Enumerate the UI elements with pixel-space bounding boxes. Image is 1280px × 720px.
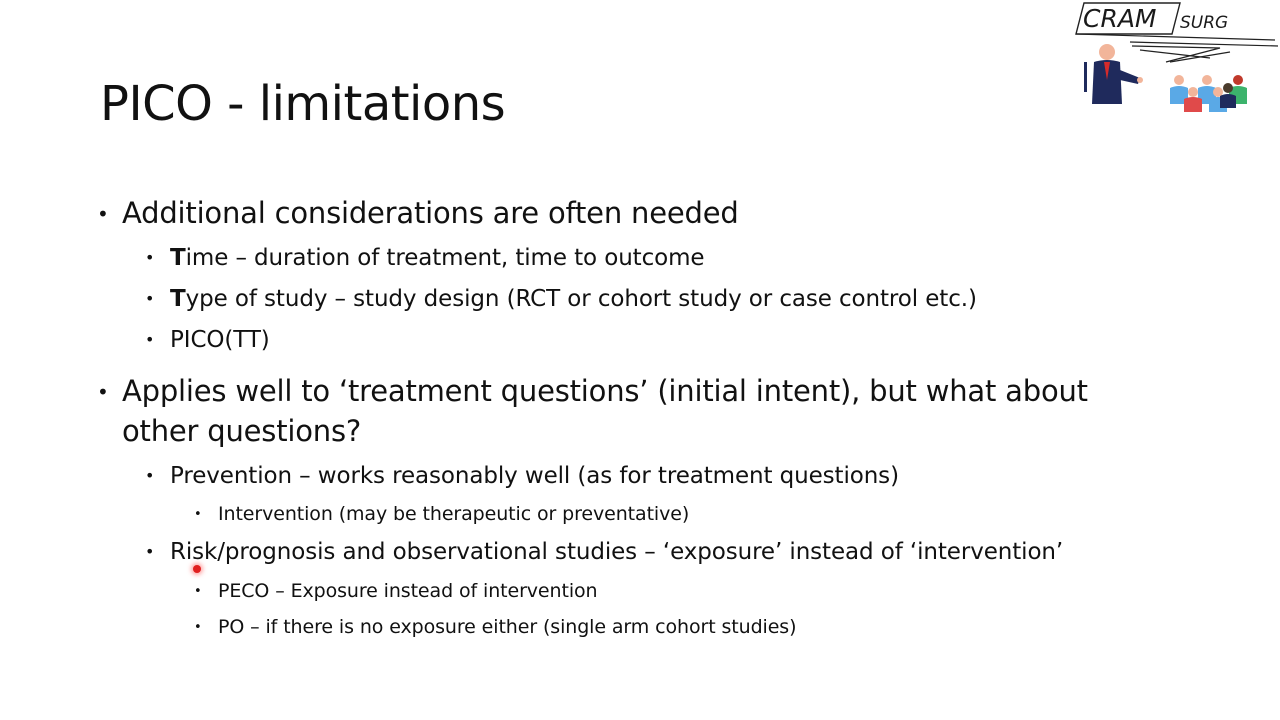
logo-brand-main: CRAM bbox=[1083, 4, 1157, 33]
bullet-marker: • bbox=[194, 507, 202, 522]
bullet-time-initial: T bbox=[170, 245, 186, 271]
bullet-intervention: Intervention (may be therapeutic or preventative) bbox=[218, 503, 690, 525]
bullet-additional-considerations: Additional considerations are often needed bbox=[122, 196, 739, 230]
bullet-marker: • bbox=[145, 466, 155, 485]
bullet-type-initial: T bbox=[170, 286, 186, 312]
bullet-marker: • bbox=[145, 248, 155, 267]
bullet-marker: • bbox=[97, 202, 109, 226]
laser-pointer-dot bbox=[193, 565, 201, 573]
bullet-applies-well-line2: other questions? bbox=[122, 414, 362, 448]
logo-brand-sub: SURG bbox=[1180, 13, 1229, 33]
bullet-marker: • bbox=[145, 542, 155, 561]
bullet-risk-prognosis: Risk/prognosis and observational studies – ‘exposure’ instead of ‘intervention’ bbox=[170, 539, 1064, 565]
bullet-prevention: Prevention – works reasonably well (as for treatment questions) bbox=[170, 463, 899, 489]
bullet-time-text: ime – duration of treatment, time to outcome bbox=[185, 245, 705, 271]
bullet-marker: • bbox=[97, 380, 109, 404]
bullet-marker: • bbox=[145, 289, 155, 308]
bullet-marker: • bbox=[194, 620, 202, 635]
bullet-type-of-study bbox=[170, 286, 977, 312]
bullet-marker: • bbox=[194, 584, 202, 599]
slide-title: PICO - limitations bbox=[100, 76, 506, 132]
bullet-type-text: ype of study – study design (RCT or cohort study or case control etc.) bbox=[185, 286, 977, 312]
bullet-applies-well-line1: Applies well to ‘treatment questions’ (initial intent), but what about bbox=[122, 374, 1088, 408]
bullet-peco: PECO – Exposure instead of intervention bbox=[218, 580, 598, 602]
bullet-pico-tt: PICO(TT) bbox=[170, 327, 270, 353]
bullet-po: PO – if there is no exposure either (single arm cohort studies) bbox=[218, 616, 797, 638]
bullet-marker: • bbox=[145, 330, 155, 349]
bullet-time bbox=[170, 245, 704, 271]
